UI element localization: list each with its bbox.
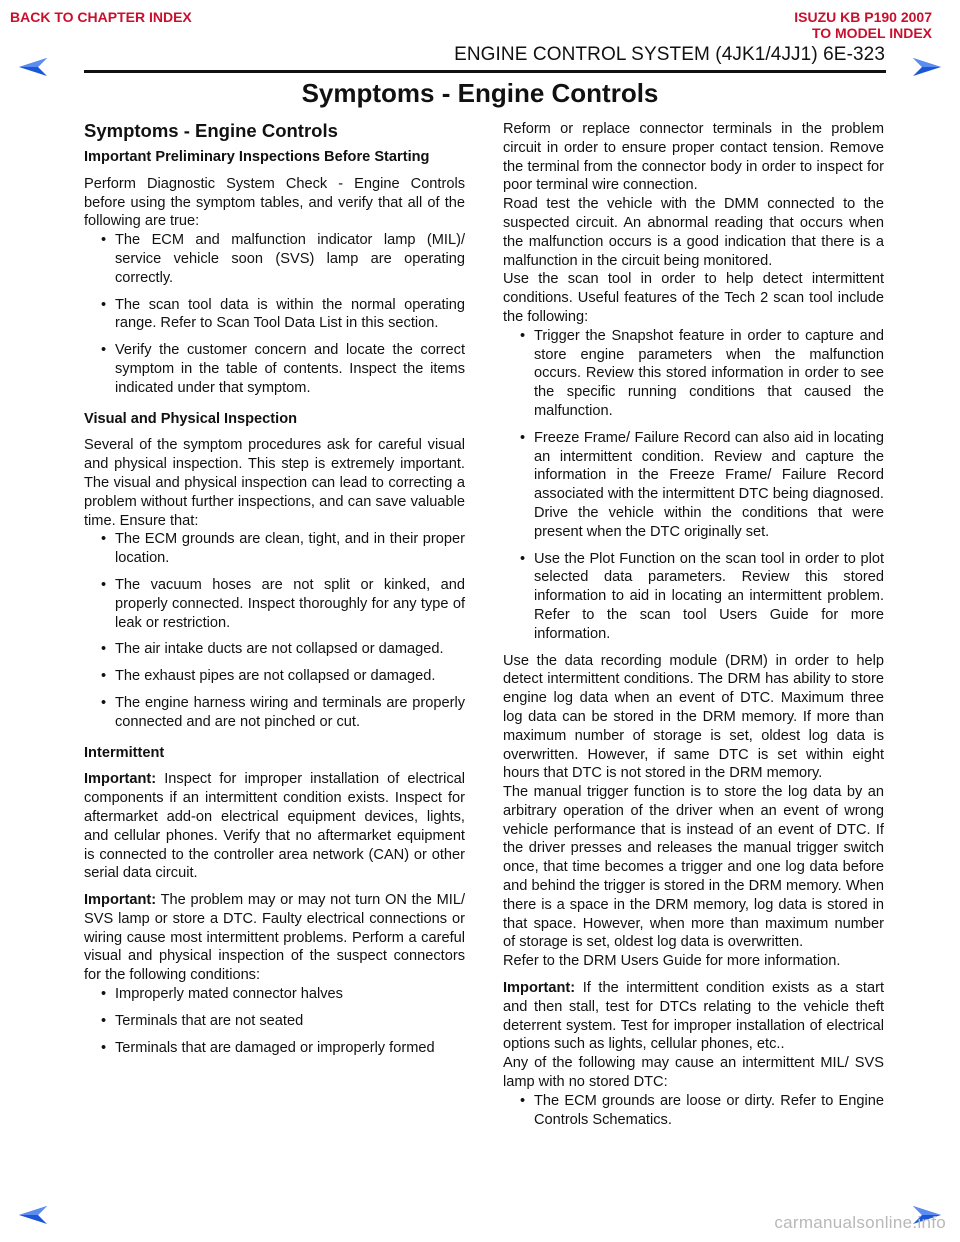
- list-item: • The air intake ducts are not collapsed or damaged.: [84, 640, 465, 659]
- subheading-intermittent: Intermittent: [84, 744, 165, 761]
- list-item: • Verify the customer concern and locate the correct symptom in the table of contents. Inspect the items indicated under that symptom.: [84, 341, 465, 397]
- list-item: • The ECM and malfunction indicator lamp (MIL)/ service vehicle soon (SVS) lamp are operating correctly.: [84, 231, 465, 287]
- paragraph: Use the scan tool in order to help detect intermittent conditions. Useful features of the Tech 2 scan tool include the following:: [503, 271, 884, 325]
- subheading-visual-physical-inspection: Visual and Physical Inspection: [84, 410, 298, 427]
- important-text: If the intermittent condition exists as a start and then stall, test for DTCs relating to the vehicle theft deterrent system. Test for improper installation of electrical options such as lights, cellular phones, etc..: [503, 980, 884, 1053]
- next-page-arrow-icon[interactable]: [912, 56, 942, 78]
- header-rule: [84, 70, 886, 73]
- important-note: [84, 891, 465, 985]
- important-label: Important:: [503, 980, 576, 997]
- important-note: [503, 979, 884, 1054]
- bullet-list: [84, 985, 465, 1057]
- list-item: • Freeze Frame/ Failure Record can also aid in locating an intermittent condition. Review and capture the information in the Freeze Frame/ Failure Record associated with the intermittent DTC being diagnosed. Drive the vehicle within the conditions that were present when the DTC originally set.: [503, 429, 884, 542]
- bullet-list: [503, 1092, 884, 1130]
- list-item: • The engine harness wiring and terminals are properly connected and are not pinched or cut.: [84, 694, 465, 732]
- paragraph: Perform Diagnostic System Check - Engine Controls before using the symptom tables, and verify that all of the following are true:: [84, 175, 465, 230]
- previous-page-arrow-icon[interactable]: [18, 56, 48, 78]
- important-text: The problem may or may not turn ON the MIL/ SVS lamp or store a DTC. Faulty electrical connections or wiring cause most intermittent problems. Perform a careful visual and physical inspection of the suspect connectors for the following conditions:: [84, 892, 465, 984]
- model-index-link[interactable]: TO MODEL INDEX: [811, 25, 932, 41]
- list-item: • Trigger the Snapshot feature in order to capture and store engine parameters when the malfunction occurs. Review this stored information in order to see the specific running conditions that caused the malfunction.: [503, 327, 884, 421]
- page-title: Symptoms - Engine Controls: [301, 78, 659, 108]
- subheading-preliminary-inspections: Important Preliminary Inspections Before Starting: [84, 149, 430, 165]
- back-to-chapter-index-link[interactable]: BACK TO CHAPTER INDEX: [10, 9, 192, 25]
- section-heading: Symptoms - Engine Controls: [84, 120, 338, 141]
- paragraph: The manual trigger function is to store the log data by an arbitrary operation of the driver when an event of wrong vehicle performance that is instead of an event of DTC. If the driver presses and releases the manual trigger switch once, that time becomes a trigger and one log data before and behind the trigger is stored in the DRM memory. When there is a space in the DRM memory, log data is stored in that space. However, when more than maximum number of storage is set, oldest log data is overwritten.: [503, 784, 884, 951]
- important-note: [84, 770, 465, 883]
- right-column: [503, 120, 884, 1137]
- paragraph: Reform or replace connector terminals in the problem circuit in order to ensure proper contact tension. Remove the terminal from the connector body in order to inspect for poor terminal wire connection.: [503, 121, 884, 194]
- left-column: [84, 120, 465, 1065]
- important-label: Important:: [84, 892, 157, 909]
- paragraph: Several of the symptom procedures ask for careful visual and physical inspection. This step is extremely important. The visual and physical inspection can lead to correcting a problem without further inspections, and can save valuable time. Ensure that:: [84, 437, 465, 529]
- bullet-list: [503, 327, 884, 644]
- previous-page-arrow-icon[interactable]: [18, 1204, 48, 1226]
- model-title-link[interactable]: ISUZU KB P190 2007: [794, 9, 932, 25]
- list-item: • Terminals that are damaged or improperly formed: [84, 1039, 465, 1058]
- paragraph: Refer to the DRM Users Guide for more information.: [503, 953, 841, 970]
- paragraph: Road test the vehicle with the DMM connected to the suspected circuit. An abnormal reading that occurs when the malfunction occurs is a good indication that there is a malfunction in the circuit being monitored.: [503, 196, 884, 269]
- list-item: • Improperly mated connector halves: [84, 985, 465, 1004]
- important-text: Inspect for improper installation of electrical components if an intermittent condition exists. Inspect for aftermarket add-on electrical equipment devices, lights, and cellular phones. Verify that no aftermarket equipment is connected to the controller area network (CAN) or other serial data circuit.: [84, 771, 465, 882]
- important-label: Important:: [84, 771, 157, 788]
- watermark: carmanualsonline.info: [774, 1213, 946, 1232]
- list-item: • Use the Plot Function on the scan tool in order to plot selected data parameters. Review this stored information to aid in locating an intermittent problem. Refer to the scan tool Users Guide for more information.: [503, 550, 884, 644]
- paragraph: Any of the following may cause an intermittent MIL/ SVS lamp with no stored DTC:: [503, 1055, 884, 1091]
- bullet-list: [84, 231, 465, 397]
- list-item: • The scan tool data is within the normal operating range. Refer to Scan Tool Data List in this section.: [84, 296, 465, 334]
- list-item: • The exhaust pipes are not collapsed or damaged.: [84, 667, 465, 686]
- list-item: • Terminals that are not seated: [84, 1012, 465, 1031]
- paragraph: Use the data recording module (DRM) in order to help detect intermittent conditions. The DRM has ability to store engine log data when an event of DTC. Maximum three log data can be stored in the DRM memory. If more than maximum number of storage is set, oldest log data is overwritten. However, if same DTC is set within eight hours that DTC is not stored in the DRM memory.: [503, 652, 884, 782]
- list-item: • The vacuum hoses are not split or kinked, and properly connected. Inspect thoroughly for any type of leak or restriction.: [84, 576, 465, 632]
- list-item: • The ECM grounds are loose or dirty. Refer to Engine Controls Schematics.: [503, 1092, 884, 1130]
- bullet-list: [84, 530, 465, 731]
- running-header: ENGINE CONTROL SYSTEM (4JK1/4JJ1) 6E-323: [454, 44, 885, 65]
- list-item: • The ECM grounds are clean, tight, and in their proper location.: [84, 530, 465, 568]
